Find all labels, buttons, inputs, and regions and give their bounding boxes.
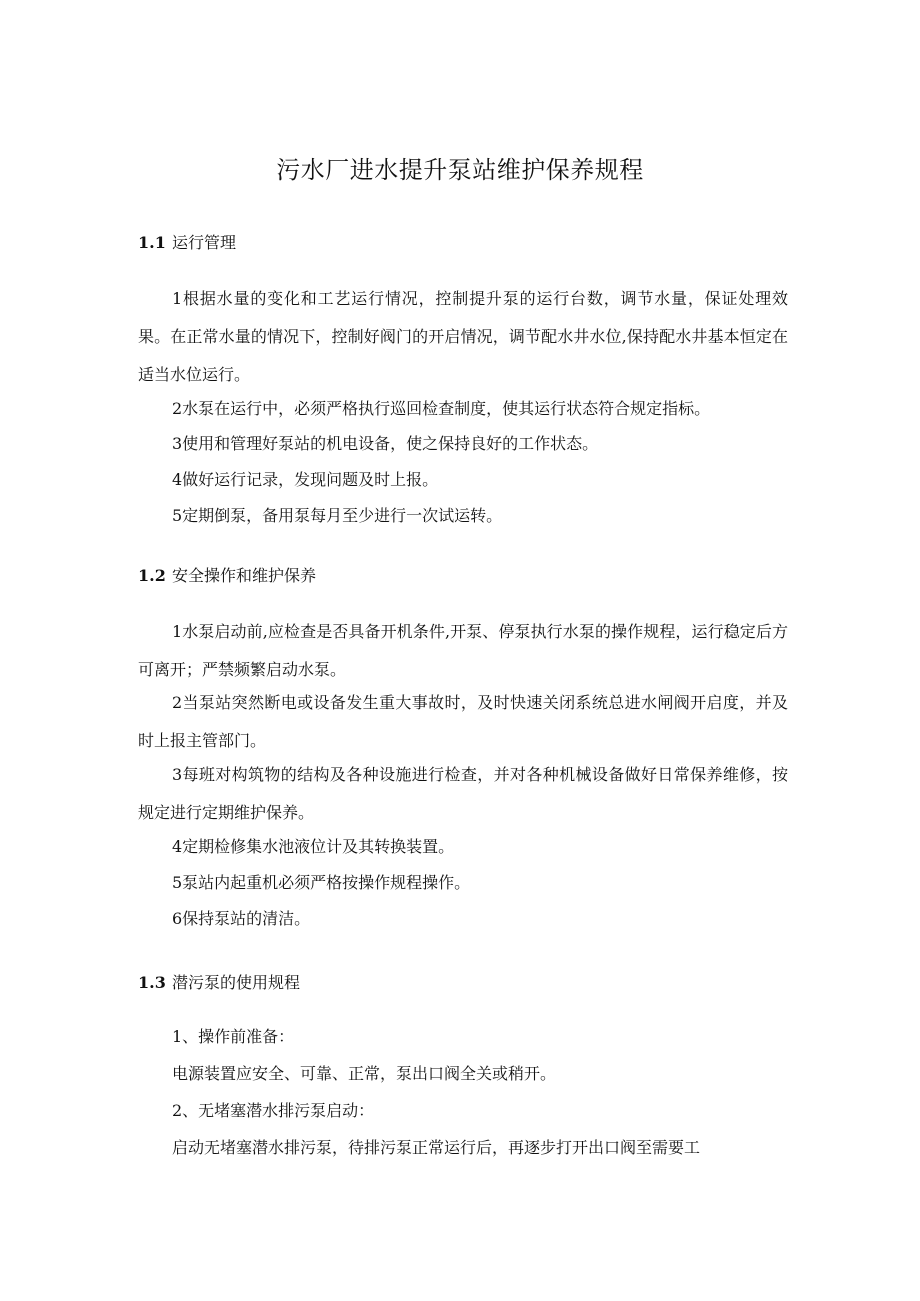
section-heading-1-3	[138, 970, 300, 993]
section-title: 潜污泵的使用规程	[172, 973, 301, 992]
paragraph: 3每班对构筑物的结构及各种设施进行检查，并对各种机械设备做好日常保养维修，按规定进行定期维护保养。	[138, 765, 788, 822]
paragraph: 2、无堵塞潜水排污泵启动：	[172, 1101, 375, 1120]
paragraph: 2水泵在运行中，必须严格执行巡回检查制度，使其运行状态符合规定指标。	[172, 399, 711, 418]
section-number: 1.1	[138, 233, 166, 252]
paragraph: 电源装置应安全、可靠、正常，泵出口阀全关或稍开。	[172, 1064, 557, 1083]
paragraph: 5定期倒泵，备用泵每月至少进行一次试运转。	[172, 506, 503, 525]
paragraph: 3使用和管理好泵站的机电设备，使之保持良好的工作状态。	[172, 434, 599, 453]
paragraph: 启动无堵塞潜水排污泵，待排污泵正常运行后，再逐步打开出口阀至需要工	[172, 1138, 701, 1157]
paragraph: 4做好运行记录，发现问题及时上报。	[172, 470, 439, 489]
paragraph: 1、操作前准备：	[172, 1027, 295, 1046]
page-title: 污水厂进水提升泵站维护保养规程	[276, 156, 644, 184]
section-heading-1-2	[138, 563, 316, 586]
paragraph: 4定期检修集水池液位计及其转换装置。	[172, 837, 455, 856]
section-heading-1-1	[138, 230, 236, 253]
paragraph: 1根据水量的变化和工艺运行情况，控制提升泵的运行台数，调节水量，保证处理效果。在正常水量的情况下，控制好阀门的开启情况，调节配水井水位,保持配水井基本恒定在适当水位运行。	[138, 289, 788, 384]
paragraph: 6保持泵站的清洁。	[172, 909, 311, 928]
section-title: 运行管理	[172, 233, 237, 252]
section-number: 1.2	[138, 566, 166, 585]
paragraph: 2当泵站突然断电或设备发生重大事故时，及时快速关闭系统总进水闸阀开启度，并及时上报主管部门。	[138, 693, 788, 750]
paragraph: 5泵站内起重机必须严格按操作规程操作。	[172, 873, 471, 892]
section-number: 1.3	[138, 973, 166, 992]
section-title: 安全操作和维护保养	[172, 566, 317, 585]
paragraph: 1水泵启动前,应检查是否具备开机条件,开泵、停泵执行水泵的操作规程，运行稳定后方可离开；严禁频繁启动水泵。	[138, 622, 788, 679]
